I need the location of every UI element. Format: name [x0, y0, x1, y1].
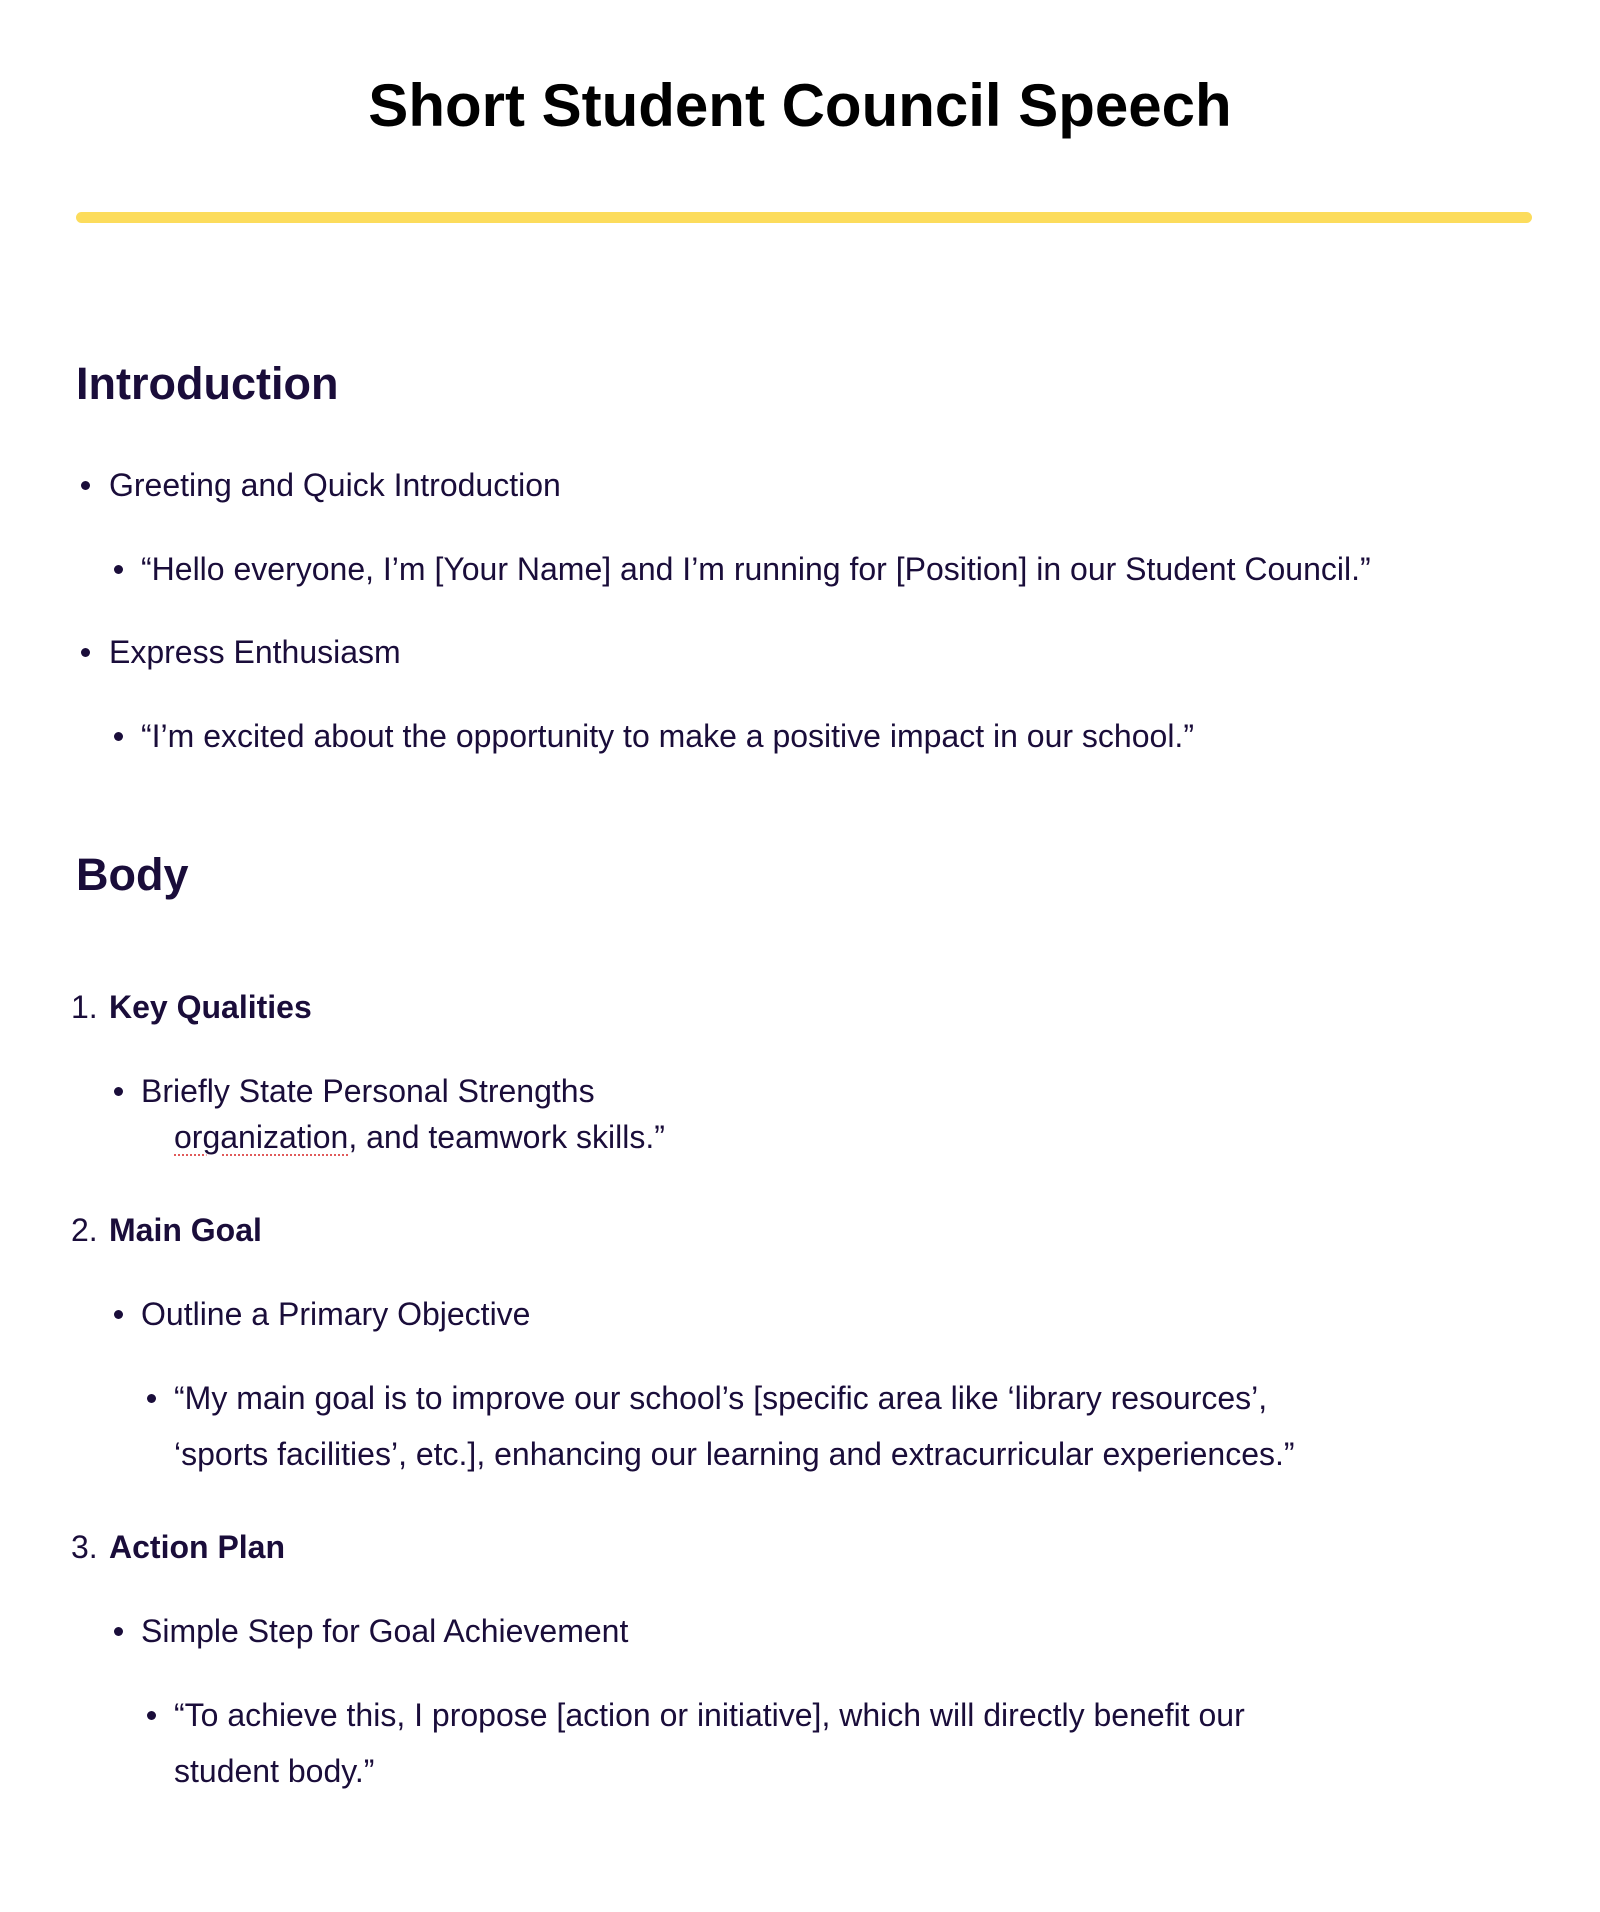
bullet-icon: [81, 481, 90, 490]
list-item: Briefly State Personal Strengths: [141, 1073, 595, 1109]
list-item-quote: “My main goal is to improve our school’s [specific area like ‘library resources’,: [174, 1380, 1268, 1416]
bullet-icon: [114, 1627, 123, 1636]
bullet-icon: [114, 1087, 123, 1096]
spellcheck-word: organization: [174, 1119, 349, 1155]
list-item-continuation: [174, 1117, 665, 1157]
page-title: Short Student Council Speech: [368, 72, 1232, 139]
list-item-quote: ‘sports facilities’, etc.], enhancing our learning and extracurricular experiences.”: [174, 1436, 1295, 1472]
bullet-icon: [147, 1394, 156, 1403]
bullet-icon: [114, 565, 123, 574]
list-number: 2.: [71, 1212, 98, 1248]
list-item: Simple Step for Goal Achievement: [141, 1613, 629, 1649]
continuation-text: , and teamwork skills.”: [348, 1119, 665, 1155]
list-item: Express Enthusiasm: [109, 634, 401, 670]
list-item: Outline a Primary Objective: [141, 1296, 531, 1332]
list-item-quote: “Hello everyone, I’m [Your Name] and I’m running for [Position] in our Student Council.”: [141, 551, 1371, 587]
bullet-icon: [81, 648, 90, 657]
list-number: 3.: [71, 1529, 98, 1565]
point-title: Main Goal: [109, 1212, 262, 1248]
list-item-quote: “To achieve this, I propose [action or initiative], which will directly benefit our: [174, 1697, 1245, 1733]
bullet-icon: [114, 1310, 123, 1319]
list-item-quote: student body.”: [174, 1753, 375, 1789]
title-divider: [76, 212, 1532, 223]
section-heading-body: Body: [76, 849, 189, 900]
point-title: Key Qualities: [109, 989, 312, 1025]
list-item: Greeting and Quick Introduction: [109, 467, 561, 503]
bullet-icon: [114, 732, 123, 741]
section-heading-introduction: Introduction: [76, 358, 339, 409]
bullet-icon: [147, 1711, 156, 1720]
list-number: 1.: [71, 989, 98, 1025]
point-title: Action Plan: [109, 1529, 286, 1565]
list-item-quote: “I’m excited about the opportunity to make a positive impact in our school.”: [141, 718, 1194, 754]
